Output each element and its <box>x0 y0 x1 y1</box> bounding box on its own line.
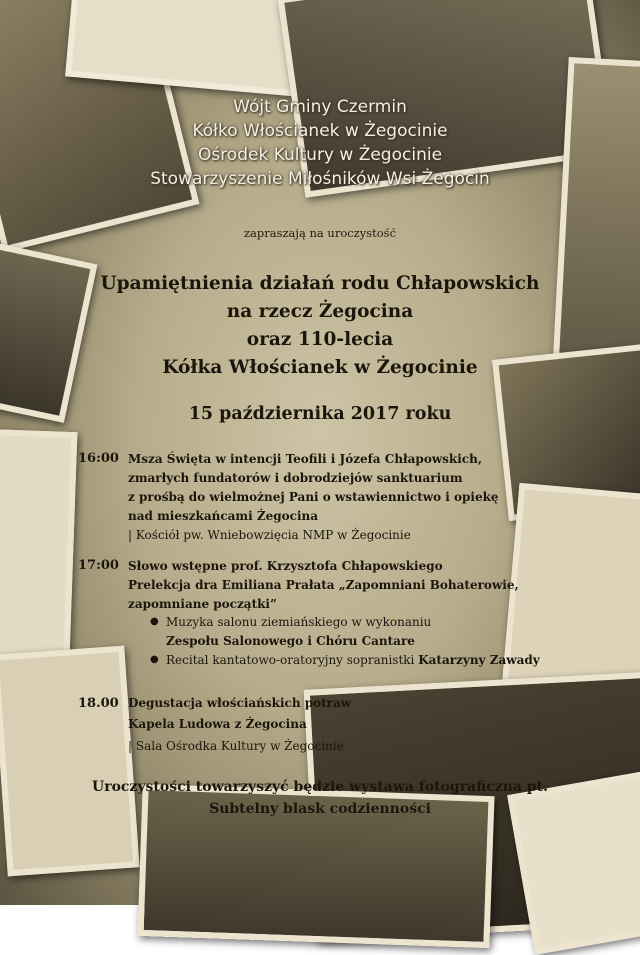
event-place: | Sala Ośrodka Kultury w Żegocinie <box>128 739 344 753</box>
event-line: Msza Święta w intencji Teofili i Józefa Chłapowskich, <box>128 452 482 466</box>
event-time: 17:00 <box>78 558 119 573</box>
organizer-2: Kółko Włościanek w Żegocinie <box>192 121 448 141</box>
bullet-icon: ● <box>150 654 159 665</box>
invite-text: zapraszają na uroczystość <box>243 226 397 240</box>
bullet-text-normal: Recital kantatowo-oratoryjny sopranistki <box>166 653 419 667</box>
organizer-4: Stowarzyszenie Miłośników Wsi Żegocin <box>150 169 490 189</box>
organizer-1: Wójt Gminy Czermin <box>233 97 407 117</box>
bullet-text <box>166 651 540 670</box>
event-line: z prośbą do wielmożnej Pani o wstawiennictwo i opiekę <box>128 490 499 504</box>
bullet-text: Zespołu Salonowego i Chóru Cantare <box>166 634 415 648</box>
organizer-3: Ośrodek Kultury w Żegocinie <box>197 145 443 165</box>
event-line: Degustacja włościańskich potraw <box>128 696 352 710</box>
footer-line: Subtelny blask codzienności <box>209 801 431 817</box>
title-line: Upamiętnienia działań rodu Chłapowskich <box>100 273 540 294</box>
event-time: 16:00 <box>78 451 119 466</box>
old-letter <box>0 646 140 877</box>
footer-line: Uroczystości towarzyszyć będzie wystawa fotograficzna pt. <box>91 779 549 795</box>
event-line: nad mieszkańcami Żegocina <box>128 509 319 523</box>
event-title <box>0 270 640 382</box>
title-line: na rzecz Żegocina <box>226 301 414 322</box>
bullet-text-bold: Katarzyny Zawady <box>418 653 540 667</box>
event-line: zmarłych fundatorów i dobrodziejów sanktuarium <box>128 471 463 485</box>
event-line: Słowo wstępne prof. Krzysztofa Chłapowskiego <box>128 559 443 573</box>
event-line: zapomniane początki” <box>128 597 277 611</box>
title-line: oraz 110-lecia <box>246 329 394 350</box>
event-line: Kapela Ludowa z Żegocina <box>128 717 307 731</box>
title-line: Kółka Włościanek w Żegocinie <box>162 357 478 378</box>
bullet-text: Muzyka salonu ziemiańskiego w wykonaniu <box>166 615 432 629</box>
bullet-icon: ● <box>150 616 159 627</box>
event-place: | Kościół pw. Wniebowzięcia NMP w Żegocinie <box>128 528 411 542</box>
event-time: 18.00 <box>78 696 119 711</box>
event-line: Prelekcja dra Emiliana Prałata „Zapomniani Bohaterowie, <box>128 578 519 592</box>
event-date: 15 października 2017 roku <box>188 404 452 424</box>
